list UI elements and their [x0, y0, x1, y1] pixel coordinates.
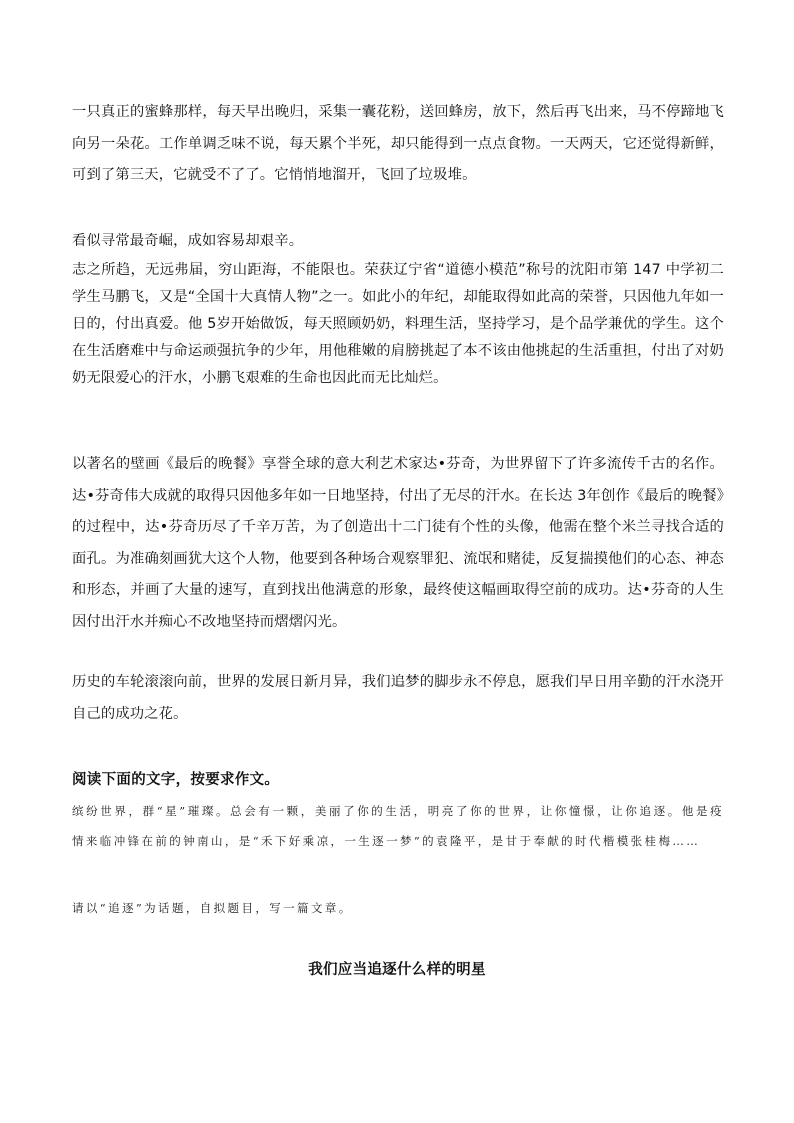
paragraph-conclusion: 历史的车轮滚滚向前，世界的发展日新月异，我们追梦的脚步永不停息，愿我们早日用辛勤的汗水浇开自己的成功之花。	[72, 674, 724, 722]
paragraph-da-vinci: 以著名的壁画《最后的晚餐》享誉全球的意大利艺术家达•芬奇，为世界留下了许多流传千古的名作。达•芬奇伟大成就的取得只因他多年如一日地坚持，付出了无尽的汗水。在长达 3年创作《最后的晚餐》的过程中，达•芬奇历尽了千辛万苦，为了创造出十二门徒有个性的头像，他需在整个米兰寻找合适的面孔。为准确刻画犹大这个人物，他要到各种场合观察罪犯、流氓和赌徒，反复揣摸他们的心态、神态和形态，并画了大量的速写，直到找出他满意的形象，最终使这幅画取得空前的成功。达•芬奇的人生因付出汗水并痴心不改地坚持而熠熠闪光。	[72, 456, 724, 630]
paragraph-ma-pengfei: 志之所趋，无远弗届，穷山距海，不能限也。荣获辽宁省“道德小模范”称号的沈阳市第 147 中学初二学生马鹏飞，又是“全国十大真情人物”之一。如此小的年纪，却能取得如此高的荣誉，只因他九年如一日的，付出真爱。他 5岁开始做饭，每天照顾奶奶，料理生活，坚持学习，是个品学兼优的学生。这个在生活磨难中与命运顽强抗争的少年，用他稚嫩的肩膀挑起了本不该由他挑起的生活重担，付出了对奶奶无限爱心的汗水，小鹏飞艰难的生命也因此而无比灿烂。	[72, 262, 724, 386]
paragraph-quote: 看似寻常最奇崛，成如容易却艰辛。	[72, 233, 304, 249]
essay-title: 我们应当追逐什么样的明星	[308, 962, 486, 978]
task-prompt: 缤纷世界，群“星”璀璨。总会有一颗，美丽了你的生活，明亮了你的世界，让你憧憬，让你追逐。他是疫情来临冲锋在前的钟南山，是“禾下好乘凉，一生逐一梦”的袁隆平，是甘于奉献的时代楷模张桂梅……	[72, 804, 724, 848]
task-instruction: 请以“追逐”为话题，自拟题目，写一篇文章。	[72, 901, 353, 915]
paragraph-bee-story: 一只真正的蜜蜂那样，每天早出晚归，采集一囊花粉，送回蜂房，放下，然后再飞出来，马不停蹄地飞向另一朵花。工作单调乏味不说，每天累个半死，却只能得到一点点食物。一天两天，它还觉得新鲜，可到了第三天，它就受不了了。它悄悄地溜开，飞回了垃圾堆。	[72, 104, 724, 183]
task-heading: 阅读下面的文字，按要求作文。	[72, 772, 280, 788]
